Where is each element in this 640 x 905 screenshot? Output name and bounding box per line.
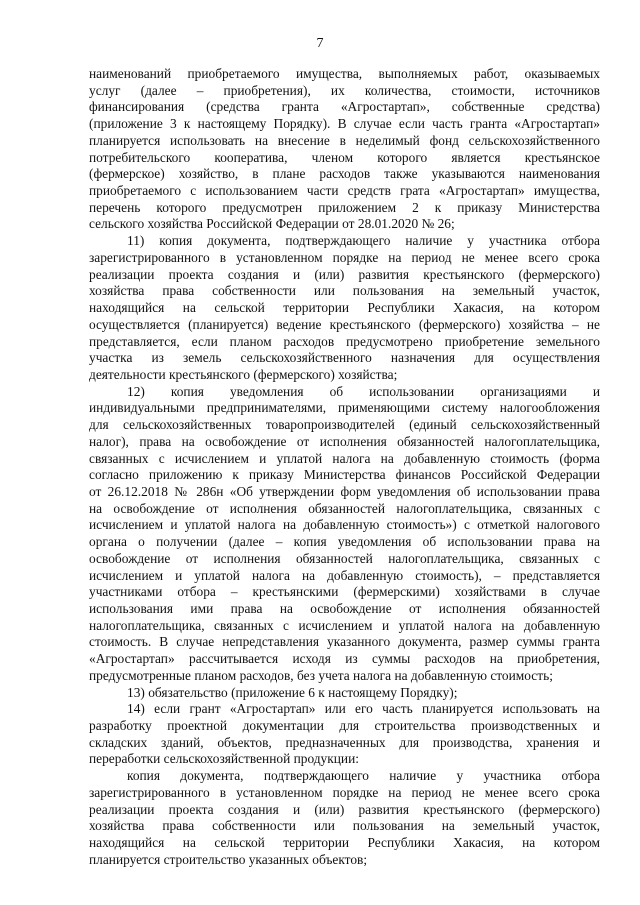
text-line: исчислением и уплатой налога на добавленную стоимость») с отметкой налогового xyxy=(89,517,600,533)
text-line: налог), права на освобождение от исполнения обязанностей налогоплательщика, xyxy=(89,433,600,449)
text-line: складских зданий, объектов, предназначенных для производства, хранения и xyxy=(89,734,600,750)
text-line: 14) если грант «Агростартап» или его часть планируется использовать на xyxy=(127,701,600,717)
text-line: от 26.12.2018 № 286н «Об утверждении форм уведомления об использовании права xyxy=(89,483,600,499)
page-number: 7 xyxy=(316,36,324,51)
text-line: участниками отбора – крестьянскими (фермерскими) хозяйствами в случае xyxy=(89,584,600,600)
text-line: хозяйства права собственности или пользования на земельный участок, xyxy=(89,818,600,834)
text-line: сельского хозяйства Российской Федерации от 28.01.2020 № 26; xyxy=(89,216,455,232)
text-line: планируется использовать на внесение в неделимый фонд сельскохозяйственного xyxy=(89,132,600,148)
text-line: освобождение от исполнения обязанностей налогоплательщика, связанных с xyxy=(89,550,600,566)
text-line: зарегистрированного в установленном порядке на период не менее всего срока xyxy=(89,784,600,800)
text-line: согласно приложению к приказу Министерства финансов Российской Федерации xyxy=(89,467,600,483)
text-line: 12) копия уведомления об использовании организациями и xyxy=(127,383,600,399)
text-line: «Агростартап» рассчитывается исходя из суммы расходов на приобретения, xyxy=(89,651,600,667)
text-line: услуг (далее – приобретения), их количества, стоимости, источников xyxy=(89,82,600,98)
text-line: налогоплательщика, связанных с исчислением и уплатой налога на добавленную xyxy=(89,617,600,633)
document-body xyxy=(89,66,600,869)
text-line: хозяйства права собственности или пользования на земельный участок, xyxy=(89,283,600,299)
text-line: разработку проектной документации для строительства производственных и xyxy=(89,718,600,734)
text-line: зарегистрированного в установленном порядке на период не менее всего срока xyxy=(89,249,600,265)
text-line: наименований приобретаемого имущества, выполняемых работ, оказываемых xyxy=(89,66,600,81)
text-line: 11) копия документа, подтверждающего наличие у участника отбора xyxy=(127,233,600,249)
text-line: финансирования (средства гранта «Агростартап», собственные средства) xyxy=(89,99,600,115)
text-line: реализации проекта создания и (или) развития крестьянского (фермерского) xyxy=(89,266,600,282)
text-line: приобретаемого с использованием части средств грата «Агростартап» имущества, xyxy=(89,183,600,199)
text-line: участка из земель сельскохозяйственного назначения для осуществления xyxy=(89,350,600,366)
text-line: предусмотренные планом расходов, без учета налога на добавленную стоимость; xyxy=(89,667,553,683)
text-line: реализации проекта создания и (или) развития крестьянского (фермерского) xyxy=(89,801,600,817)
text-line: органа о получении (далее – копия уведомления об использовании права на xyxy=(89,534,600,550)
text-line: осуществляется (планируется) ведение крестьянского (фермерского) хозяйства – не xyxy=(89,316,600,332)
text-line: использования ими права на освобождение от исполнения обязанностей xyxy=(89,601,600,616)
text-line: (фермерское) хозяйство, в плане расходов также указываются наименования xyxy=(89,166,600,182)
text-line: находящийся на сельской территории Республики Хакасия, на котором xyxy=(89,835,600,851)
text-line: деятельности крестьянского (фермерского) хозяйства; xyxy=(89,366,398,382)
text-line: представляется, если планом расходов предусмотрено приобретение земельного xyxy=(89,333,600,349)
text-line: исчислением и уплатой налога на добавленную стоимость), – представляется xyxy=(89,567,600,583)
text-line: индивидуальными предпринимателями, применяющими систему налогообложения xyxy=(89,400,600,416)
text-line: для сельскохозяйственных товаропроизводителей (единый сельскохозяйственный xyxy=(89,417,600,433)
text-line: (приложение 3 к настоящему Порядку). В случае если часть гранта «Агростартап» xyxy=(89,116,600,132)
text-line: стоимость. В случае непредставления указанного документа, размер суммы гранта xyxy=(89,634,600,650)
text-line: потребительского кооператива, членом которого является крестьянское xyxy=(89,149,600,165)
text-line: планируется строительство указанных объектов; xyxy=(89,851,368,867)
text-line: переработки сельскохозяйственной продукции: xyxy=(89,751,359,767)
text-line: связанных с исчислением и уплатой налога на добавленную стоимость (форма xyxy=(89,450,600,466)
text-line: находящийся на сельской территории Республики Хакасия, на котором xyxy=(89,300,600,316)
text-line: перечень которого предусмотрен приложением 2 к приказу Министерства xyxy=(89,199,600,215)
text-line: на освобождение от исполнения обязанностей налогоплательщика, связанных с xyxy=(89,500,600,516)
text-line: 13) обязательство (приложение 6 к настоящему Порядку); xyxy=(127,684,458,700)
text-line: копия документа, подтверждающего наличие у участника отбора xyxy=(127,768,600,784)
